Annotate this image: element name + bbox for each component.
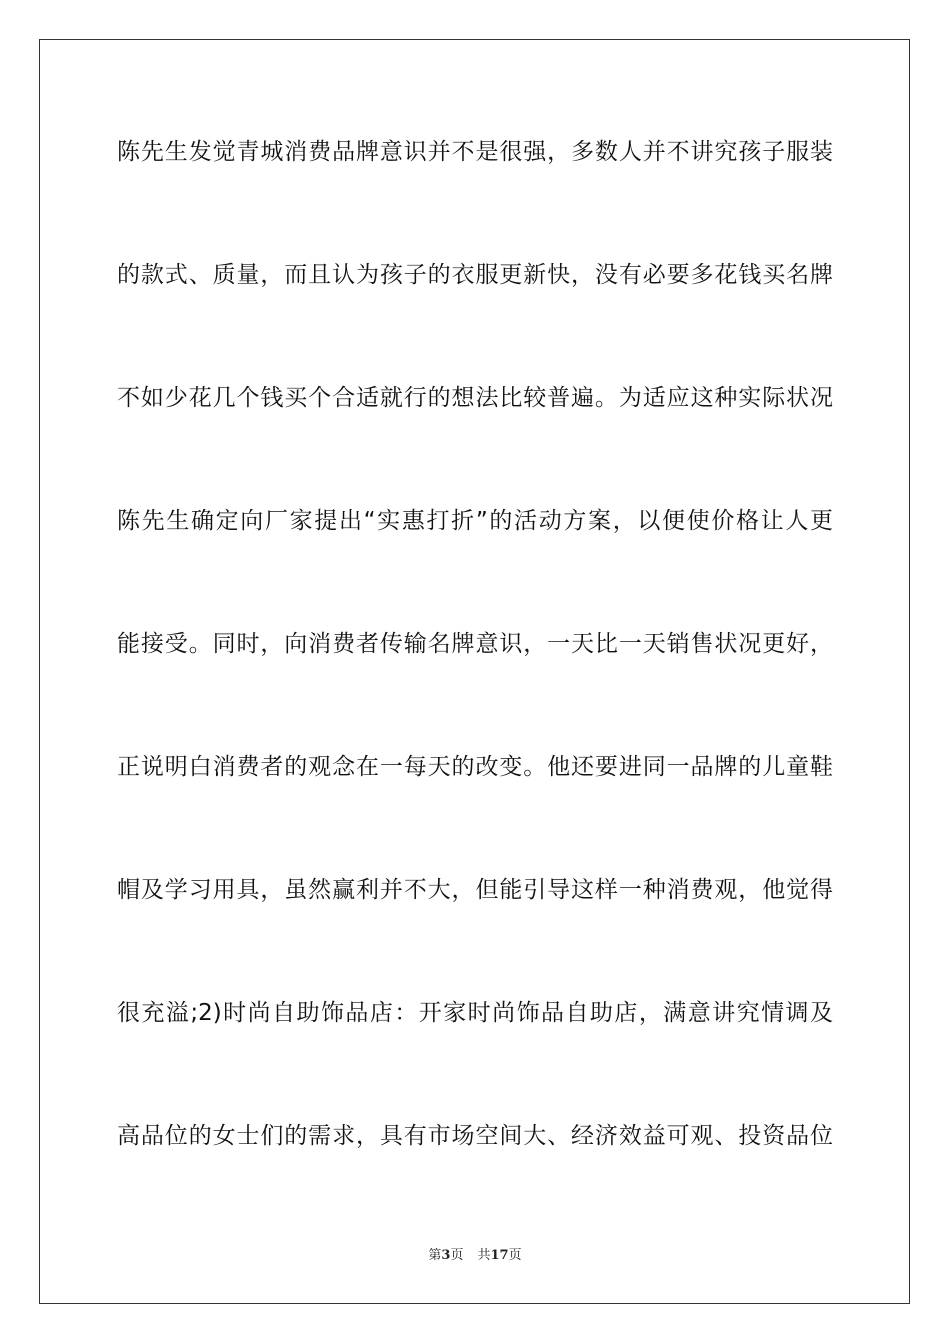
page-footer bbox=[0, 1247, 950, 1265]
body-text-line: 的款式、质量，而且认为孩子的衣服更新快，没有必要多花钱买名牌 bbox=[117, 262, 833, 288]
page-number-suffix: 页 bbox=[450, 1248, 464, 1263]
body-text-line: 正说明白消费者的观念在一每天的改变。他还要进同一品牌的儿童鞋 bbox=[117, 754, 833, 780]
total-pages-number: 17 bbox=[490, 1248, 509, 1263]
body-text-line: 高品位的女士们的需求，具有市场空间大、经济效益可观、投资品位 bbox=[117, 1123, 833, 1149]
current-page-number: 3 bbox=[441, 1248, 451, 1263]
page-number-prefix: 第 bbox=[428, 1248, 442, 1263]
body-text-line: 能接受。同时，向消费者传输名牌意识，一天比一天销售状况更好， bbox=[117, 631, 833, 657]
total-pages-suffix: 页 bbox=[508, 1248, 522, 1263]
body-text-line: 陈先生确定向厂家提出“实惠打折”的活动方案，以便使价格让人更 bbox=[117, 508, 833, 534]
page-border bbox=[39, 39, 910, 1304]
body-text-line: 陈先生发觉青城消费品牌意识并不是很强，多数人并不讲究孩子服装 bbox=[117, 139, 833, 165]
body-text-line: 很充溢;2)时尚自助饰品店：开家时尚饰品自助店，满意讲究情调及 bbox=[117, 1000, 833, 1026]
total-pages-prefix: 共 bbox=[477, 1248, 491, 1263]
body-text-line: 不如少花几个钱买个合适就行的想法比较普遍。为适应这种实际状况 bbox=[117, 385, 833, 411]
body-text-line: 帽及学习用具，虽然赢利并不大，但能引导这样一种消费观，他觉得 bbox=[117, 877, 833, 903]
